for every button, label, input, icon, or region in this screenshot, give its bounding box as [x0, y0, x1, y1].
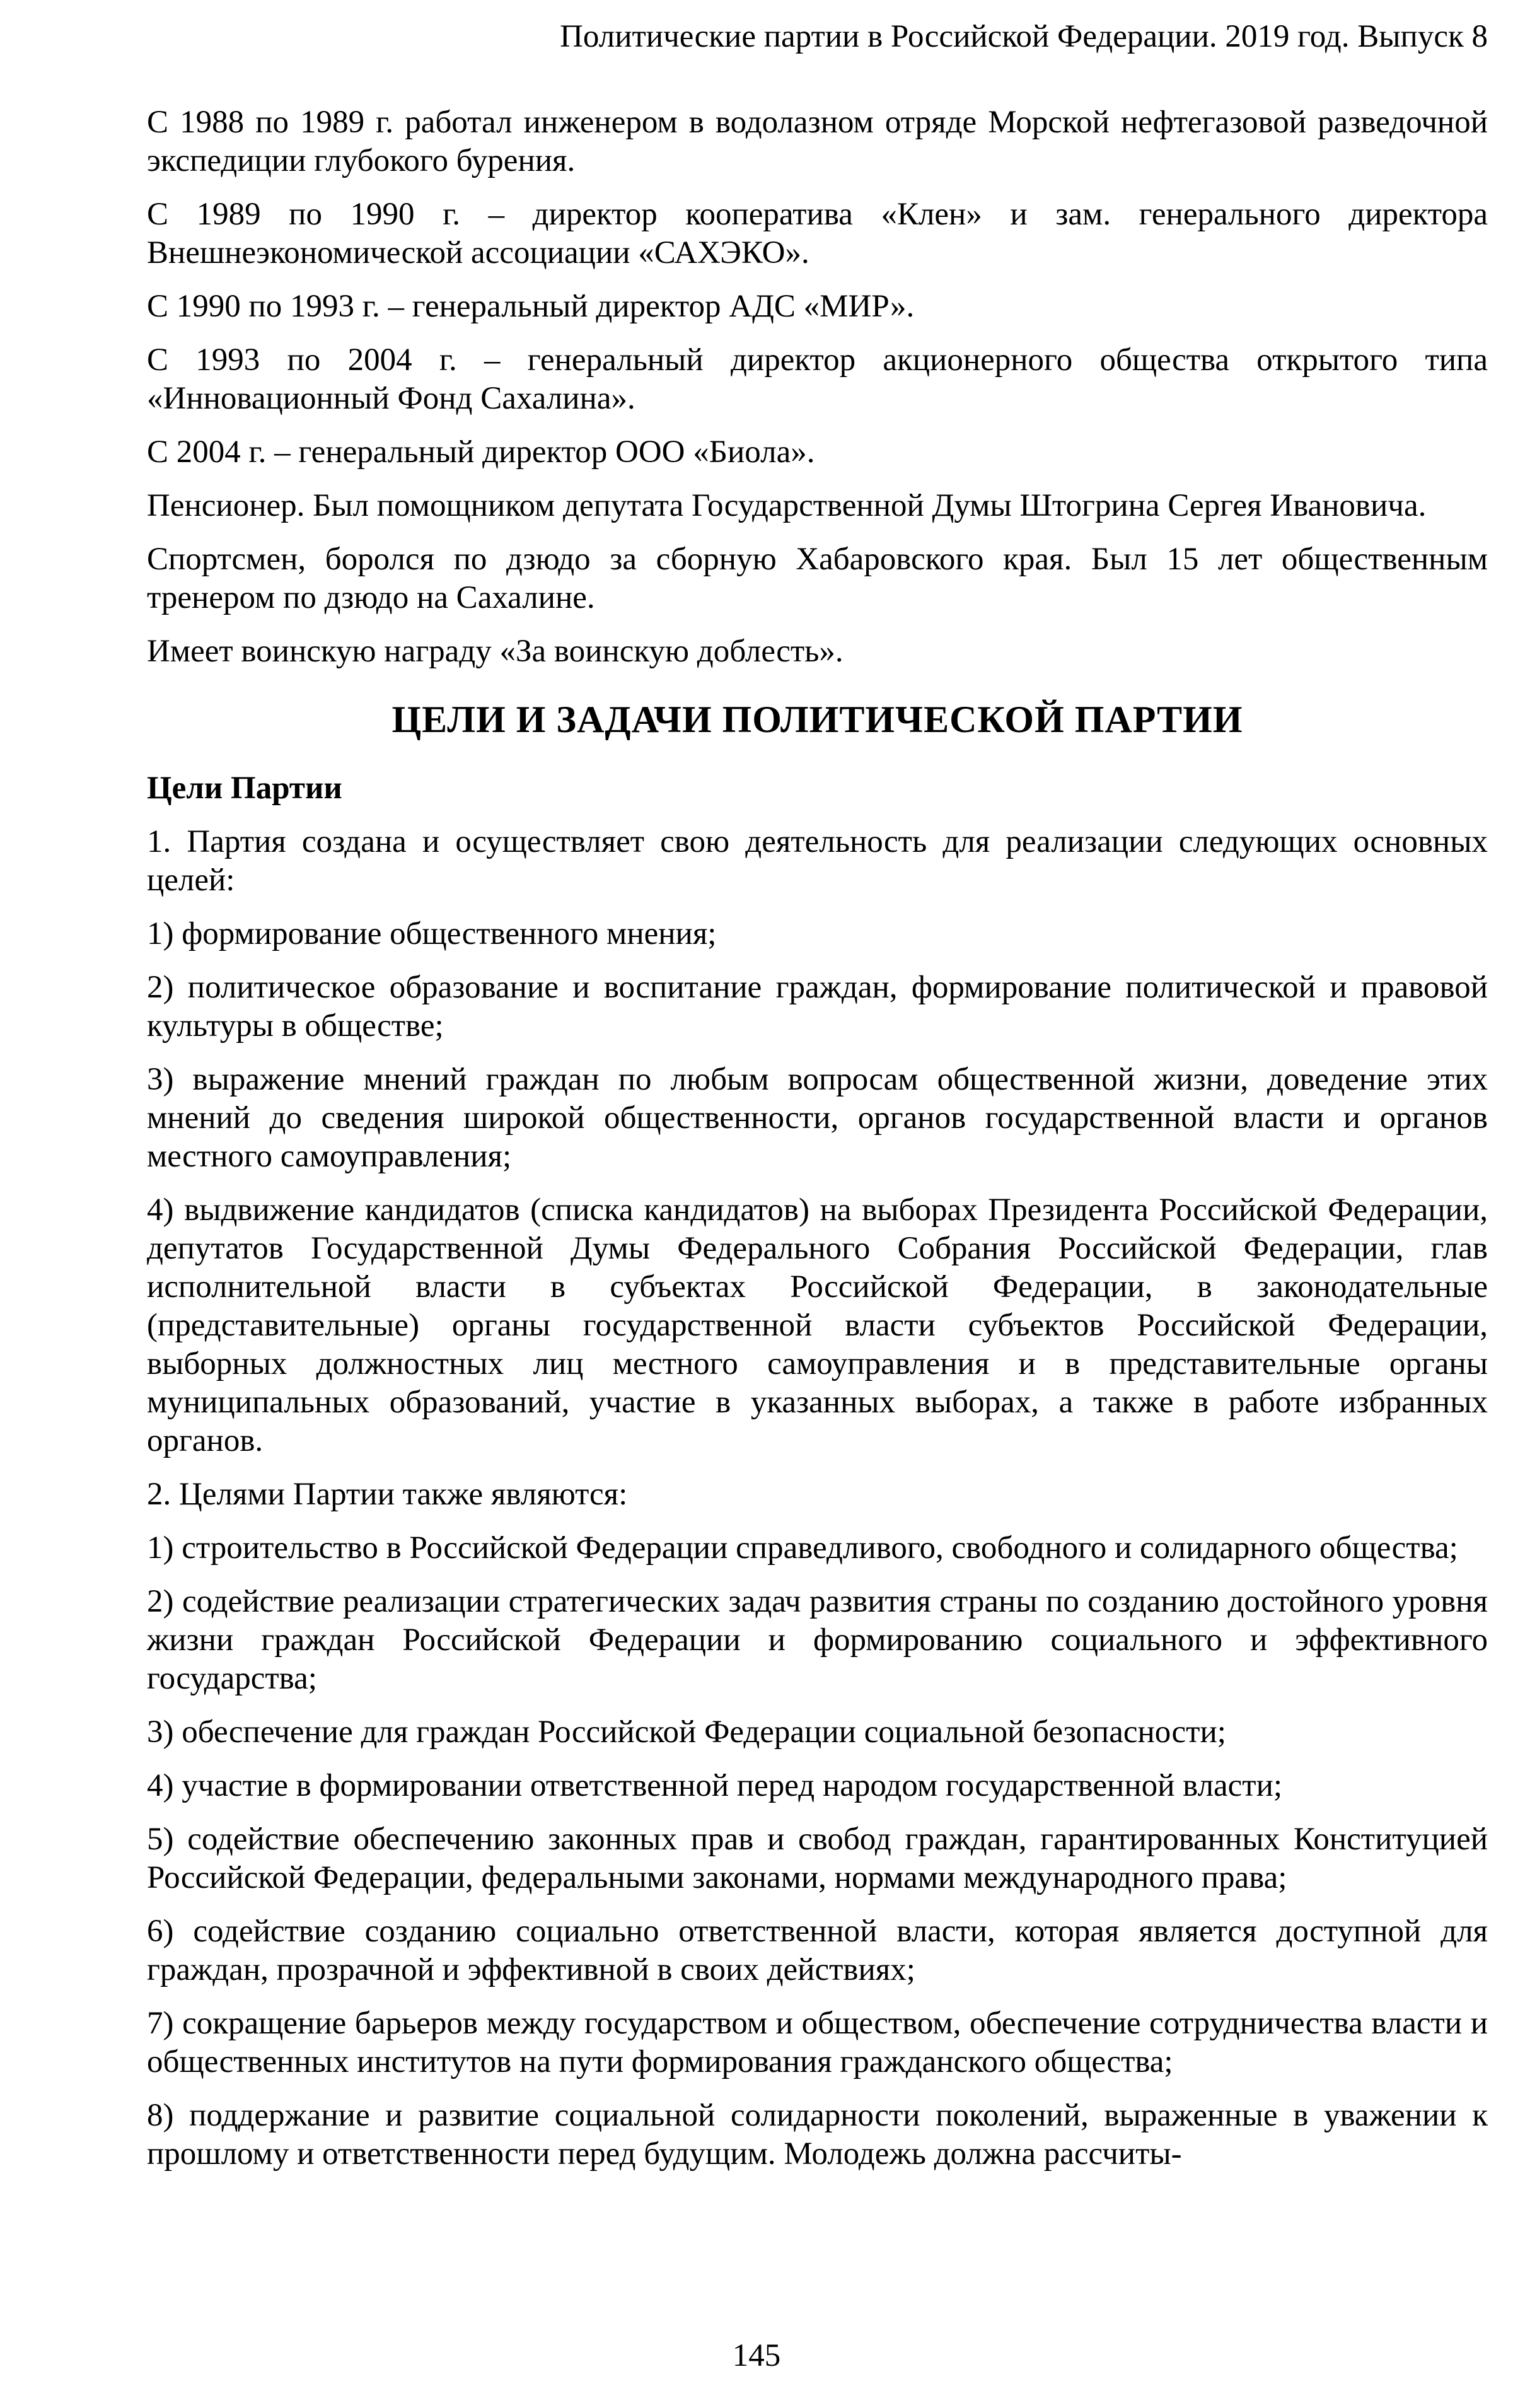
goals-paragraph: 5) содействие обеспечению законных прав и свобод граждан, гарантированных Конституцией Российской Федерации, федеральными законами, нормами международного права; — [147, 1822, 1488, 1895]
goals-paragraph: 7) сокращение барьеров между государством и обществом, обеспечение сотрудничества власти и общественных институтов на пути формирования гражданского общества; — [147, 2006, 1488, 2079]
section-heading: ЦЕЛИ И ЗАДАЧИ ПОЛИТИЧЕСКОЙ ПАРТИИ — [391, 699, 1243, 740]
goals-paragraph: 1) строительство в Российской Федерации справедливого, свободного и солидарного общества; — [147, 1530, 1458, 1566]
bio-paragraph: Пенсионер. Был помощником депутата Государственной Думы Штогрина Сергея Ивановича. — [147, 488, 1427, 523]
goals-paragraph: 1. Партия создана и осуществляет свою деятельность для реализации следующих основных целей: — [147, 824, 1488, 898]
goals-paragraph: 2) политическое образование и воспитание граждан, формирование политической и правовой культуры в обществе; — [147, 970, 1488, 1044]
goals-paragraph: 1) формирование общественного мнения; — [147, 916, 717, 951]
running-header: Политические партии в Российской Федерации. 2019 год. Выпуск 8 — [560, 19, 1488, 54]
goals-paragraph: 4) участие в формировании ответственной перед народом государственной власти; — [147, 1768, 1283, 1803]
bio-paragraph: С 2004 г. – генеральный директор ООО «Биола». — [147, 434, 815, 470]
goals-paragraph: 3) обеспечение для граждан Российской Федерации социальной безопасности; — [147, 1714, 1226, 1750]
bio-paragraph: С 1989 по 1990 г. – директор кооператива «Клен» и зам. генерального директора Внешнеэкономической ассоциации «САХЭКО». — [147, 197, 1488, 270]
goals-paragraph: 2. Целями Партии также являются: — [147, 1477, 628, 1512]
goals-paragraph: 2) содействие реализации стратегических задач развития страны по созданию достойного уровня жизни граждан Российской Федерации и формированию социального и эффективного государства; — [147, 1584, 1488, 1696]
bio-paragraph: Спортсмен, боролся по дзюдо за сборную Хабаровского края. Был 15 лет общественным тренером по дзюдо на Сахалине. — [147, 542, 1488, 615]
goals-paragraph: 8) поддержание и развитие социальной солидарности поколений, выраженные в уважении к прошлому и ответственности перед будущим. Молодежь должна рассчиты- — [147, 2098, 1488, 2172]
bio-paragraph: С 1990 по 1993 г. – генеральный директор АДС «МИР». — [147, 289, 915, 324]
goals-paragraph: 4) выдвижение кандидатов (списка кандидатов) на выборах Президента Российской Федерации, депутатов Государственной Думы Федерального Собрания Российской Федерации, глав исполнительной власти в субъектах Российской Федерации, в законодательные (представительные) органы государственной власти субъектов Российской Федерации, выборных должностных лиц местного самоуправления и в представительные органы муниципальных образований, участие в указанных выборах, а также в работе избранных органов. — [147, 1192, 1488, 1458]
goals-paragraph: 3) выражение мнений граждан по любым вопросам общественной жизни, доведение этих мнений до сведения широкой общественности, органов государственной власти и органов местного самоуправления; — [147, 1062, 1488, 1174]
goals-paragraph: 6) содействие созданию социально ответственной власти, которая является доступной для граждан, прозрачной и эффективной в своих действиях; — [147, 1914, 1488, 1987]
subsection-heading: Цели Партии — [147, 771, 342, 806]
bio-paragraph: Имеет воинскую награду «За воинскую доблесть». — [147, 634, 843, 669]
bio-paragraph: С 1988 по 1989 г. работал инженером в водолазном отряде Морской нефтегазовой разведочной экспедиции глубокого бурения. — [147, 105, 1488, 178]
page-number: 145 — [732, 2338, 781, 2373]
bio-paragraph: С 1993 по 2004 г. – генеральный директор акционерного общества открытого типа «Инновационный Фонд Сахалина». — [147, 342, 1488, 416]
